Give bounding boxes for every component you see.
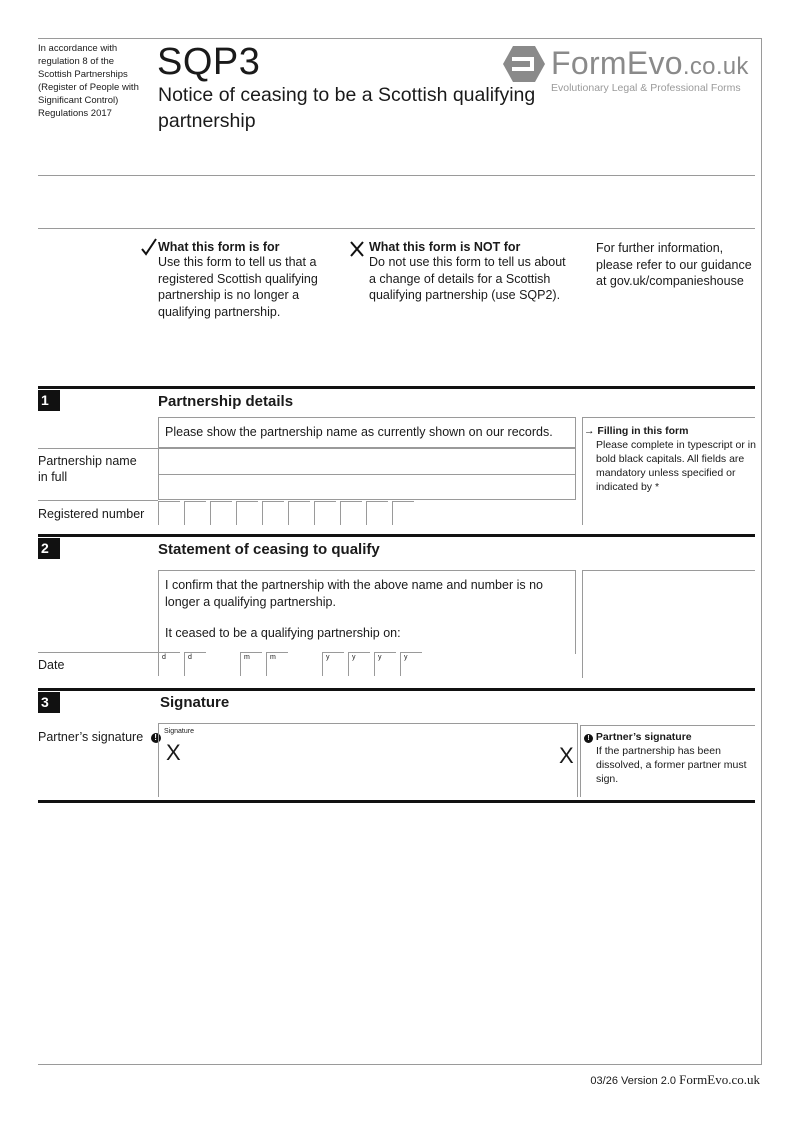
footer-brand: FormEvo.co.uk — [679, 1072, 760, 1087]
section-3-number: 3 — [38, 692, 60, 713]
info-icon: ! — [151, 733, 161, 743]
signature-mark-right: X — [559, 743, 574, 768]
section-2-side-divider — [582, 570, 583, 678]
bottom-border — [38, 1064, 762, 1065]
for-heading: What this form is for — [158, 240, 280, 254]
regulation-note: In accordance with regulation 8 of the Scottish Partnerships (Register of People with Significant Control) Regulations 2017 — [38, 43, 139, 119]
filling-heading: Filling in this form — [597, 425, 689, 437]
registered-number-cell[interactable] — [366, 501, 388, 525]
date-cell-d[interactable]: d — [158, 652, 180, 676]
footer-version: 03/26 Version 2.0 — [590, 1075, 677, 1087]
partner-signature-note — [584, 730, 762, 786]
not-for-text: Do not use this form to tell us about a change of details for a Scottish qualifying partnership (use SQP2). — [369, 255, 566, 302]
for-text: Use this form to tell us that a registered Scottish qualifying partnership is no longer a qualifying partnership. — [158, 255, 318, 319]
partnership-name-field-2[interactable] — [158, 474, 576, 500]
logo-main: FormEvo — [551, 45, 683, 81]
section-3-title: Signature — [160, 694, 230, 711]
arrow-right-icon: → — [584, 425, 595, 437]
top-border — [38, 38, 762, 39]
ceased-on-text: It ceased to be a qualifying partnership on: — [165, 626, 401, 640]
date-cell-m[interactable]: m — [266, 652, 288, 676]
not-for-heading: What this form is NOT for — [369, 240, 521, 254]
statement-text: I confirm that the partnership with the above name and number is no longer a qualifying partnership. — [165, 578, 543, 609]
header-divider-1 — [38, 175, 755, 176]
registered-number-cell[interactable] — [262, 501, 284, 525]
registered-number-cell[interactable] — [392, 501, 414, 525]
section-1-number: 1 — [38, 390, 60, 411]
partnership-name-label: Partnership name in full — [38, 454, 137, 484]
partnership-name-field-1[interactable] — [158, 448, 576, 475]
date-cell-y[interactable]: y — [374, 652, 396, 676]
further-info: For further information, please refer to our guidance at gov.uk/companieshouse — [596, 241, 752, 288]
section-3-rule — [38, 688, 755, 691]
section-2-side-top — [582, 570, 755, 571]
date-cell-y[interactable]: y — [348, 652, 370, 676]
section-1-side-divider — [582, 417, 583, 525]
registered-number-cell[interactable] — [340, 501, 362, 525]
partner-signature-label-text: Partner’s signature — [38, 730, 144, 744]
section-1-instruction-box — [158, 417, 576, 448]
date-cell-y[interactable]: y — [400, 652, 422, 676]
section-2-rule — [38, 534, 755, 537]
form-title: Notice of ceasing to be a Scottish qualifying partnership — [158, 84, 536, 132]
signature-field[interactable] — [158, 723, 578, 797]
section-3-side-top — [580, 725, 755, 726]
registered-number-label: Registered number — [38, 507, 145, 521]
statement-box — [158, 570, 576, 654]
signature-caption: Signature — [164, 728, 194, 735]
filling-text: Please complete in typescript or in bold black capitals. All fields are mandatory unless specified or indicated by * — [596, 439, 756, 493]
registered-number-cell[interactable] — [288, 501, 310, 525]
date-cell-m[interactable]: m — [240, 652, 262, 676]
logo-wordmark — [551, 45, 749, 82]
reg-row-top — [38, 500, 158, 501]
header-divider-2 — [38, 228, 755, 229]
section-2-title: Statement of ceasing to qualify — [158, 541, 380, 558]
cross-icon — [350, 241, 364, 262]
section-1-rule — [38, 386, 755, 389]
registered-number-cell[interactable] — [210, 501, 232, 525]
logo-tagline: Evolutionary Legal & Professional Forms — [551, 82, 741, 94]
formevo-logo — [503, 42, 758, 102]
section-1-instruction: Please show the partnership name as currently shown on our records. — [165, 425, 553, 439]
signature-mark-left: X — [166, 740, 181, 765]
section-1-side-top — [582, 417, 755, 418]
right-border — [761, 38, 762, 1065]
what-form-is-for — [158, 240, 348, 320]
logo-domain: .co.uk — [682, 53, 749, 80]
section-end-rule — [38, 800, 755, 803]
registered-number-cell[interactable] — [158, 501, 180, 525]
hexagon-logo-icon — [503, 44, 545, 84]
filling-in-form-note — [584, 424, 756, 494]
date-label: Date — [38, 658, 65, 672]
tick-icon — [141, 238, 157, 261]
footer — [590, 1072, 760, 1088]
registered-number-cell[interactable] — [314, 501, 336, 525]
section-3-side-divider — [580, 725, 581, 797]
partner-signature-label — [38, 729, 161, 745]
date-row-top — [38, 652, 158, 653]
form-code: SQP3 — [157, 41, 261, 83]
info-icon-2: ! — [584, 734, 593, 743]
section-1-title: Partnership details — [158, 393, 294, 410]
registered-number-cell[interactable] — [236, 501, 258, 525]
date-cell-y[interactable]: y — [322, 652, 344, 676]
what-form-is-not-for — [369, 240, 569, 304]
partner-sig-heading: Partner’s signature — [595, 731, 692, 743]
section-2-number: 2 — [38, 538, 60, 559]
registered-number-cell[interactable] — [184, 501, 206, 525]
partner-sig-text: If the partnership has been dissolved, a former partner must sign. — [596, 745, 747, 785]
date-cell-d[interactable]: d — [184, 652, 206, 676]
